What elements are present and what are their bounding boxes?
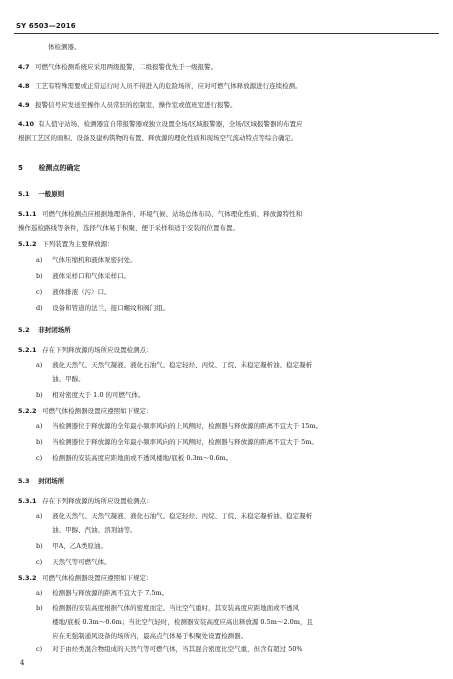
list-item: a) 气体压缩机和液体泵密封处。 — [36, 256, 137, 264]
list-item: 油、甲醇、汽油、溶剂油等。 — [52, 526, 137, 534]
list-item: c) 天然气等可燃气体。 — [36, 558, 111, 566]
clause-4-10-cont: 根据工艺区的面积、设备及建构筑物的布置、释放源的理化性质和现场空气流动特点等综合确定。 — [18, 134, 298, 142]
list-item: c) 检测器的安装高度应距地面或不透风楼地/底板 0.3m～0.6m。 — [36, 454, 233, 462]
page-number: 4 — [20, 659, 25, 667]
clause-5-1-1: 5.1.1 可燃气体检测点应根据地理条件、环境气候、站场总体布局、气体理化性质、释放源特性和 — [18, 210, 303, 218]
clause-5-3-2: 5.3.2 可燃气体检测器设置应遵照如下规定： — [18, 574, 153, 582]
doc-code-header: SY 6503—2016 — [16, 22, 76, 30]
line-continuation: 体检测器。 — [48, 43, 81, 51]
list-item: a) 检测器与释放源的距离不宜大于 7.5m。 — [36, 589, 169, 597]
clause-5-2-2: 5.2.2 可燃气体检测器设置应遵照如下规定： — [18, 407, 153, 415]
section-5-2-heading: 5.2 非封闭场所 — [18, 326, 71, 334]
list-item: c) 对于由烃类混合物组成的天然气等可燃气体，当其混合密度比空气重，但含有超过 50% — [36, 645, 303, 653]
list-item: a) 当检测器位于释放源的全年最小频率风向的上风侧时，检测器与释放源的距离不宜大于 15m。 — [36, 422, 323, 430]
section-5-1-heading: 5.1 一般原则 — [18, 190, 65, 198]
list-item: 油、甲醇。 — [52, 375, 85, 383]
clause-5-3-1: 5.3.1 存在下列释放源的场所应设置检测点： — [18, 497, 153, 505]
list-item: d) 设备和管道的法兰、接口螺纹和阀门组。 — [36, 304, 170, 312]
list-item: 应在无强制通风设备的场所内，最高点气体易于积聚处设置检测器。 — [52, 632, 248, 640]
clause-4-9: 4.9 报警信号应发送至操作人员常驻的控制室、操作室或值班室进行报警。 — [18, 101, 237, 109]
clause-4-7: 4.7 可燃气体检测系统应采用两级报警，二级报警优先于一级报警。 — [18, 63, 218, 71]
header-rule — [14, 33, 439, 34]
clause-5-1-2: 5.1.2 下列装置为主要释放源： — [18, 240, 114, 248]
list-item: 楼地/底板 0.3m～0.6m；当比空气轻时，检测器安装高度应高出释放源 0.5m～2.0m，且 — [52, 618, 313, 626]
clause-4-8: 4.8 工艺有特殊需要或正常运行时人员不得进入的危险场所，应对可燃气体释放源进行连续检测。 — [18, 82, 302, 90]
list-item: c) 液体排液（污）口。 — [36, 288, 111, 296]
list-item: a) 液化天然气、天然气凝液、液化石油气、稳定轻烃、丙烷、丁烷、未稳定凝析油、稳定凝析 — [36, 361, 313, 369]
list-item: b) 当检测器位于释放源的全年最小频率风向的下风侧时，检测器与释放源的距离不宜大于 5m。 — [36, 438, 318, 446]
list-item: b) 甲A、乙A类原油。 — [36, 542, 107, 550]
list-item: b) 相对密度大于 1.0 的可燃气体。 — [36, 391, 145, 399]
section-5-3-heading: 5.3 封闭场所 — [18, 477, 65, 485]
list-item: b) 液体采样口和气体采样口。 — [36, 272, 131, 280]
clause-4-10: 4.10 有人值守站场，检测器宜自带报警器或独立设置全场/区域报警器，全场/区域报警器的布置应 — [18, 120, 303, 128]
list-item: a) 液化天然气、天然气凝液、液化石油气、稳定轻烃、丙烷、丁烷、未稳定凝析油、稳定凝析 — [36, 512, 313, 520]
clause-5-2-1: 5.2.1 存在下列释放源的场所应设置检测点： — [18, 346, 153, 354]
section-5-heading: 5 检测点的确定 — [18, 164, 81, 172]
list-item: b) 检测器的安装高度根据气体的密度而定。当比空气重时，其安装高度应距地面或不透风 — [36, 604, 300, 612]
clause-5-1-1-cont: 操作巡检路线等条件，选择气体易于积聚、便于采样和适于安装的位置布置。 — [18, 224, 239, 232]
